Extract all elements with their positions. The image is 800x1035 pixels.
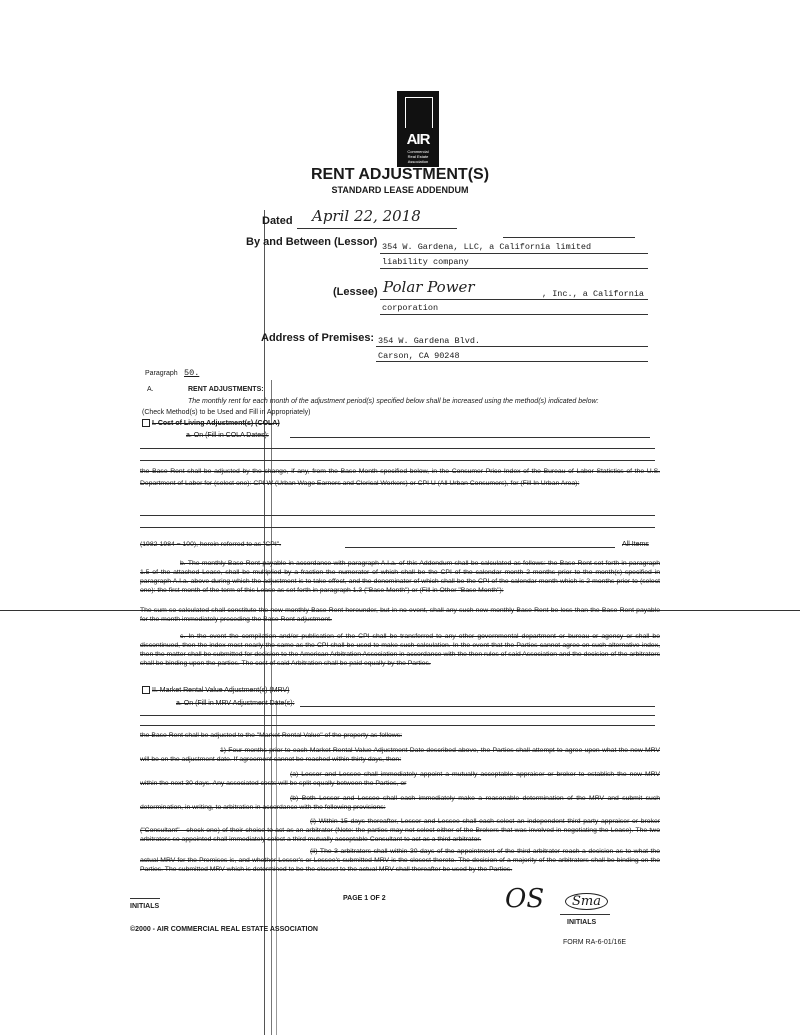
lessor-label: By and Between (Lessor) xyxy=(246,236,378,248)
section-letter: A. xyxy=(147,386,154,393)
signature-initials-2: Sma xyxy=(565,893,608,910)
address-label: Address of Premises: xyxy=(261,332,375,344)
page-subtitle: STANDARD LEASE ADDENDUM xyxy=(331,185,469,195)
mrv-1: 1) Four months prior to each Market Rental Value Adjustment Date described above, the Parties shall attempt to agree upon what the new MRV will be on the adjustment date. If agreement cannot be reached within thirty days, then: xyxy=(140,747,660,763)
intro-text: The monthly rent for each month of the adjustment period(s) specified below shall be increased using the method(s) indicated below: xyxy=(188,398,599,405)
initials-left: INITIALS xyxy=(130,903,160,910)
cpi-definition: (1982-1984 = 100), herein referred to as "CPI". xyxy=(140,541,282,548)
check-note: (Check Method(s) to be Used and Fill in Appropriately) xyxy=(142,409,311,416)
address-line-1: 354 W. Gardena Blvd. xyxy=(378,336,481,346)
lessee-line-2: corporation xyxy=(382,303,439,313)
dated-label: Dated xyxy=(262,215,293,227)
page-number: PAGE 1 OF 2 xyxy=(343,895,386,902)
mrv-ii: (ii) The 3 arbitrators shall within 30 days of the appointment of the third arbitrator reach a decision as to what the actual MRV for the Premises is, and whether Lessor's or Lessee's submitted MRV is the closest thereto. The decision of a majority of the arbitrators shall be binding on the Parties. The submitted MRV which is determined to be the closest to the actual MRV shall thereafter be used by the Parties. xyxy=(140,848,660,873)
signature-initials-1: OS xyxy=(505,884,545,914)
cola-b: b. The monthly Base Rent payable in accordance with paragraph A.I.a. of this Addendum shall be calculated as follows: the Base Rent set forth in paragraph 1.5 of the attached Lease, shall be multiplied by a fraction the numerator of which shall be the CPI of the calendar month 2 months prior to the month(s) specified in paragraph A.I.a. above during which the adjustment is to take effect, and the denominator of which shall be the CPI of the calendar month which is 2 months prior to (select one): the first month of the term of this Lease as set forth in paragraph 1.3 ("Base Month") or (Fill in Other "Base Month"): xyxy=(140,560,660,594)
air-logo: AIR Commercial Real Estate Association xyxy=(397,91,439,167)
mrv-1b: (b) Both Lessor and Lessee shall each immediately make a reasonable determination of the MRV and submit such determination, in writing, to arbitration in accordance with the following provisions: xyxy=(140,795,660,811)
cola-b-end: The sum so calculated shall constitute the new monthly Base Rent hereunder, but in no event, shall any such new monthly Base Rent be less than the Base Rent payable for the month immediately preceding the Base Rent adjustment. xyxy=(140,607,660,623)
mrv-1a: (a) Lessor and Lessee shall immediately appoint a mutually acceptable appraiser or broker to establish the new MRV within the next 30 days. Any associated costs will be split equally between the Parties, or xyxy=(140,771,660,787)
lessee-line-1: , Inc., a California xyxy=(542,289,645,299)
mrv-a: a. On (Fill in MRV Adjustment Date(s): xyxy=(176,700,295,707)
paragraph-value: 50. xyxy=(184,368,200,378)
lessor-line-1: 354 W. Gardena, LLC, a California limited xyxy=(382,242,592,252)
dated-underline xyxy=(503,237,635,238)
lessee-label: (Lessee) xyxy=(333,286,378,298)
mrv-i: (i) Within 15 days thereafter, Lessor and Lessee shall each select an independent third party appraiser or broker ("Consultant" - check one) of their choice to act as an arbitrator (Note: the parties may not select either of the Brokers that was involved in negotiating the Lease). The two arbitrators so appointed shall immediately select a third mutually acceptable Consultant to act as a third arbitrator. xyxy=(140,818,660,843)
cola-text: the Base Rent shall be adjusted by the change, if any, from the Base Month specified below, in the Consumer Price Index of the Bureau of Labor Statistics of the U.S. Department of Labor for (select one): CPI W (Urban Wage Earners and Clerical Workers) or CPI U (All Urban Consumers), for (Fill In Urban Area): xyxy=(140,468,660,487)
initials-right: INITIALS xyxy=(567,919,597,926)
paragraph-label: Paragraph xyxy=(145,370,178,377)
dated-value: April 22, 2018 xyxy=(312,207,421,225)
dated-underline xyxy=(297,228,457,229)
mrv-title: II. Market Rental Value Adjustment(s) (MRV) xyxy=(142,686,289,695)
section-title: RENT ADJUSTMENTS: xyxy=(188,386,264,393)
lessee-handwritten: Polar Power xyxy=(383,278,475,296)
lessor-line-2: liability company xyxy=(382,257,469,267)
all-items: All Items xyxy=(622,541,649,548)
form-number: FORM RA-6-01/16E xyxy=(563,939,627,946)
address-line-2: Carson, CA 90248 xyxy=(378,351,460,361)
cola-title: I. Cost of Living Adjustment(s) (COLA) xyxy=(142,419,280,428)
cola-checkbox[interactable] xyxy=(142,419,150,427)
mrv-checkbox[interactable] xyxy=(142,686,150,694)
page-title: RENT ADJUSTMENT(S) xyxy=(310,166,490,183)
cola-c: c. In the event the compilation and/or publication of the CPI shall be transferred to any other governmental department or bureau or agency or shall be discontinued, then the index most nearly the same as the CPI shall be used to make such calculation. In the event that the Parties cannot agree on such alternative index, then the matter shall be submitted for decision to the American Arbitration Association in accordance with the then rules of said Association and the decision of the arbitrators shall be binding upon the parties. The cost of said Arbitration shall be paid equally by the Parties. xyxy=(140,633,660,667)
cola-a: a. On (Fill in COLA Dates): xyxy=(186,432,269,439)
mrv-text: the Base Rent shall be adjusted to the "Market Rental Value" of the property as follows: xyxy=(140,732,402,739)
copyright: ©2000 - AIR COMMERCIAL REAL ESTATE ASSOCIATION xyxy=(130,926,318,933)
